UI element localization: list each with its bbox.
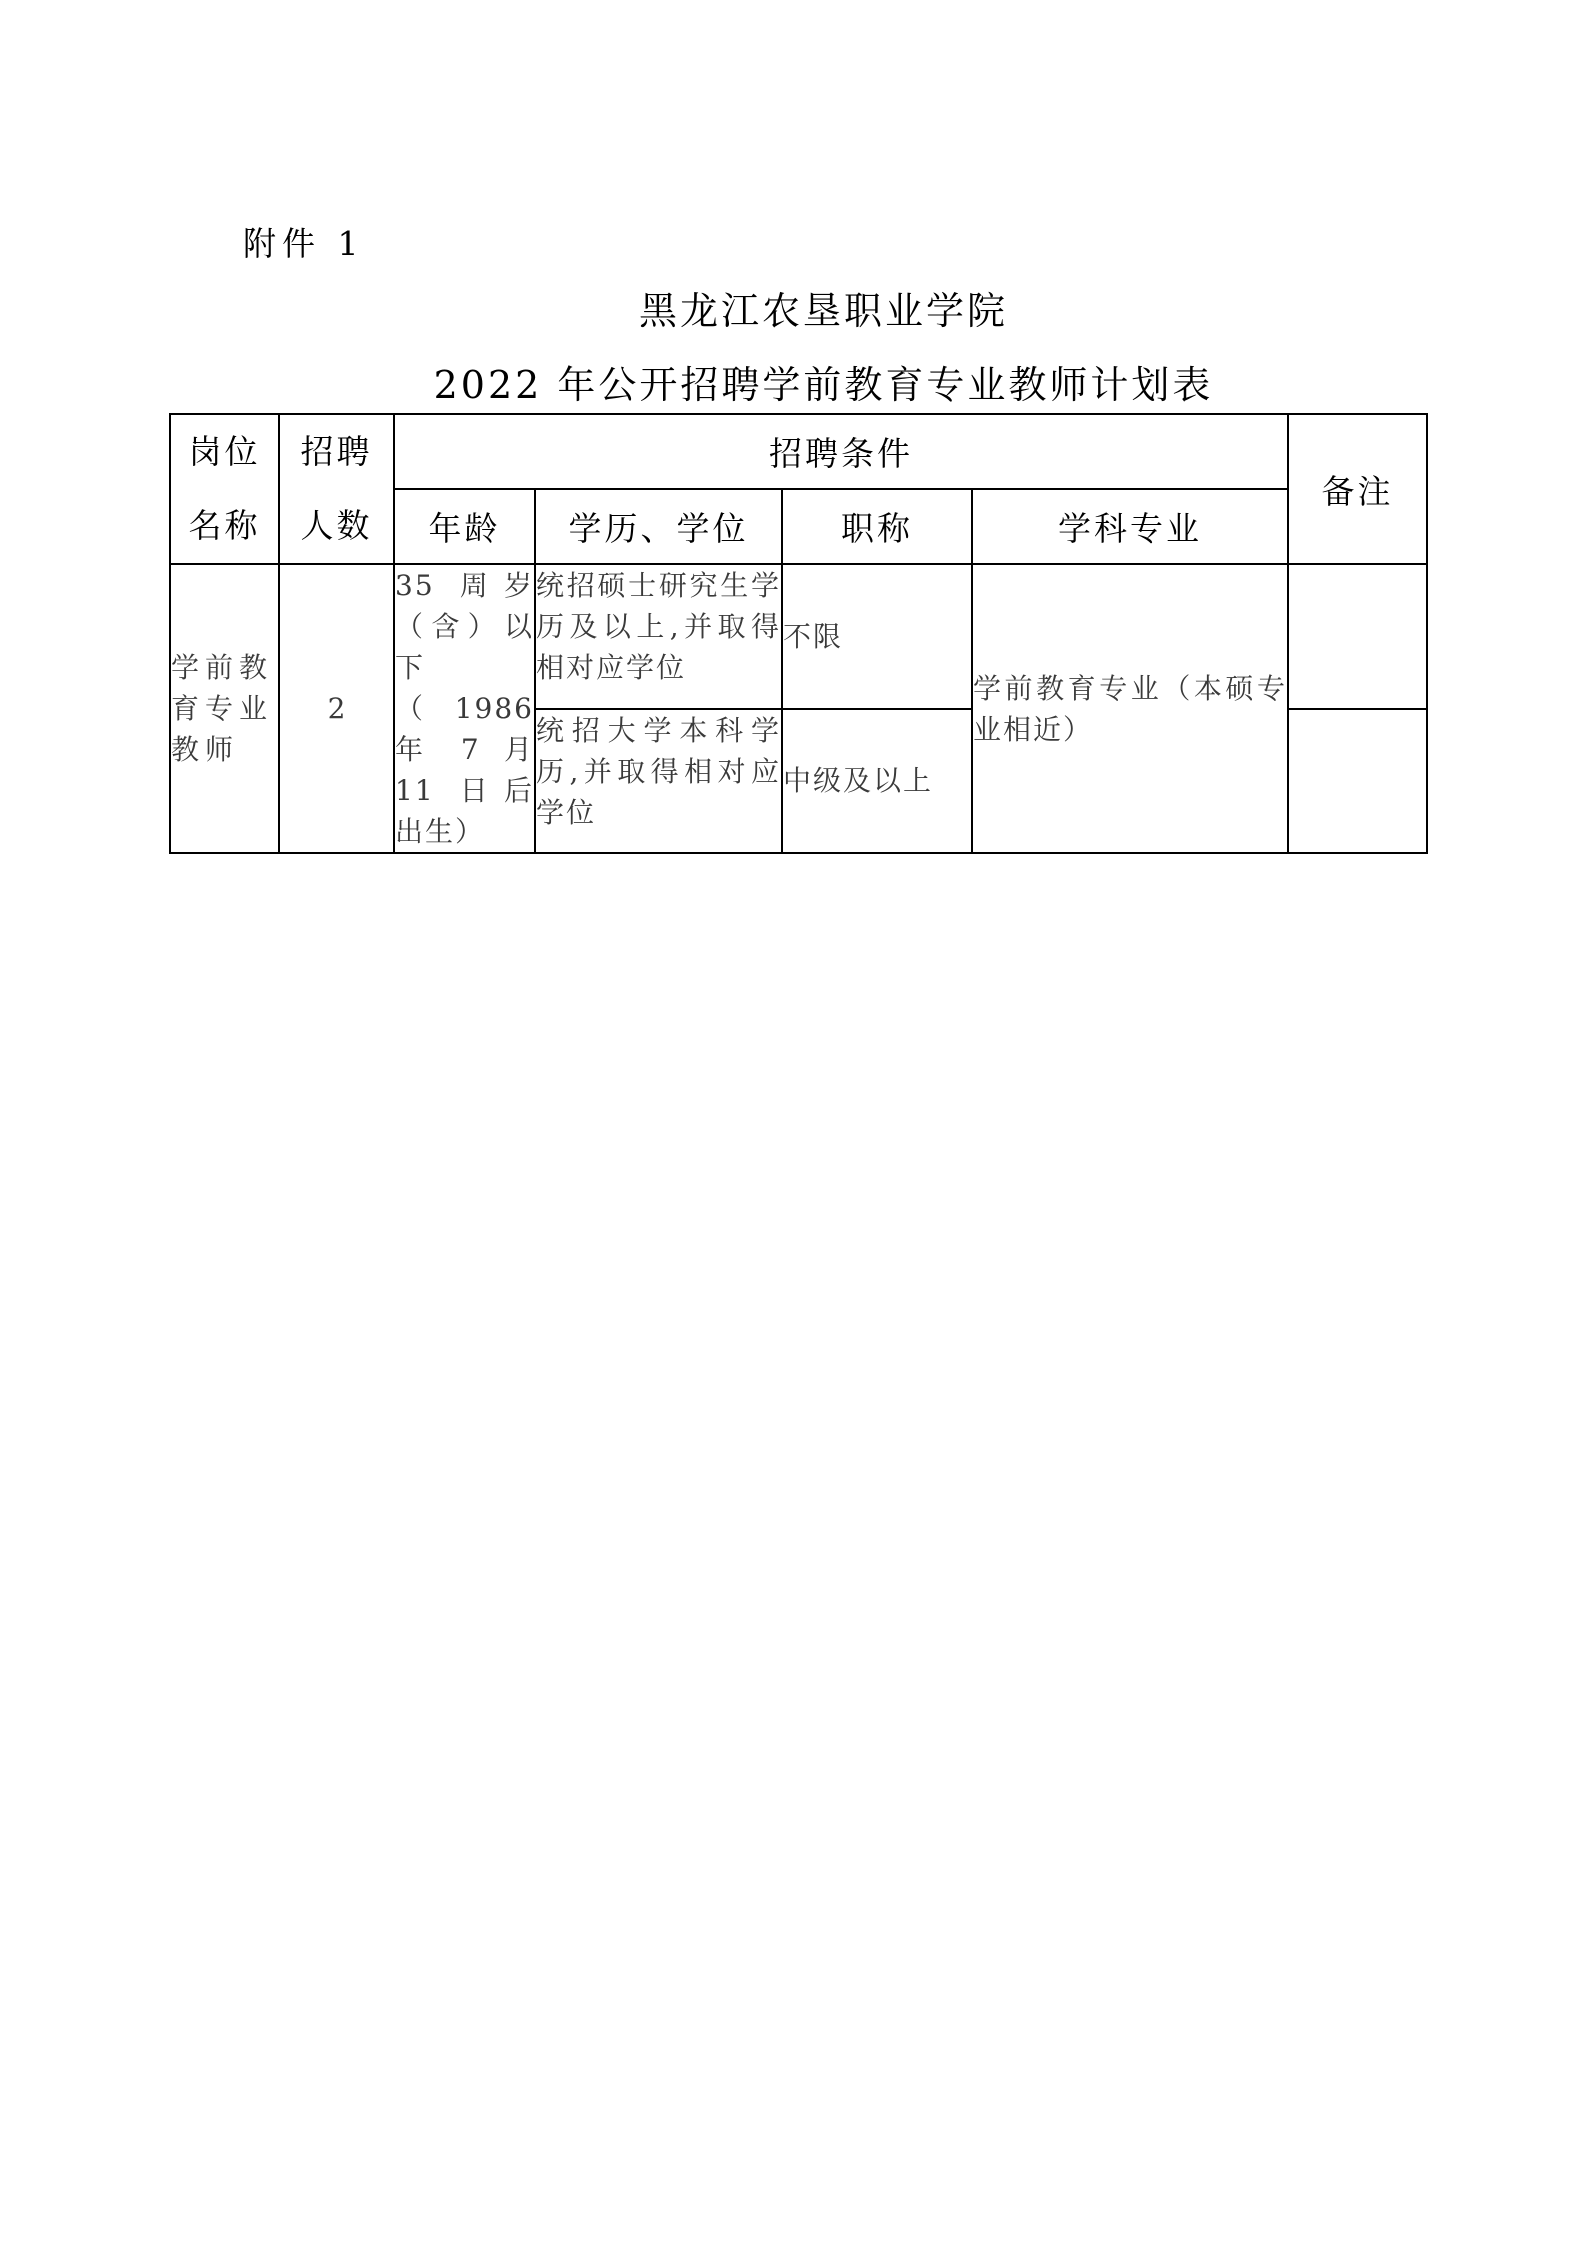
header-title: 职称 xyxy=(782,489,972,564)
header-remarks: 备注 xyxy=(1288,414,1427,564)
cell-major: 学前教育专业（本硕专业相近） xyxy=(972,564,1288,853)
title-line-1: 黑龙江农垦职业学院 xyxy=(638,289,1008,333)
recruitment-plan-table xyxy=(169,413,1428,854)
header-count-line2: 人数 xyxy=(300,506,373,545)
header-position-line2: 名称 xyxy=(188,506,261,545)
cell-recruit-count: 2 xyxy=(279,564,394,853)
header-conditions: 招聘条件 xyxy=(394,414,1288,489)
title-line-2: 2022 年公开招聘学前教育专业教师计划表 xyxy=(433,363,1214,407)
header-position-name xyxy=(170,414,279,564)
attachment-label: 附件 1 xyxy=(243,224,365,263)
header-recruit-count xyxy=(279,414,394,564)
cell-title-2: 中级及以上 xyxy=(782,709,972,854)
cell-remarks-2 xyxy=(1288,709,1427,854)
cell-education-1: 统招硕士研究生学历及以上,并取得相对应学位 xyxy=(535,564,782,709)
cell-education-2: 统招大学本科学历,并取得相对应学位 xyxy=(535,709,782,854)
cell-title-1: 不限 xyxy=(782,564,972,709)
cell-remarks-1 xyxy=(1288,564,1427,709)
cell-age: 35 周岁（含）以下（1986 年 7 月 11 日后出生） xyxy=(394,564,535,853)
header-age: 年龄 xyxy=(394,489,535,564)
cell-position-name: 学前教育专业教师 xyxy=(170,564,279,853)
header-count-line1: 招聘 xyxy=(300,432,373,471)
header-position-line1: 岗位 xyxy=(188,432,261,471)
header-major: 学科专业 xyxy=(972,489,1288,564)
header-education: 学历、学位 xyxy=(535,489,782,564)
